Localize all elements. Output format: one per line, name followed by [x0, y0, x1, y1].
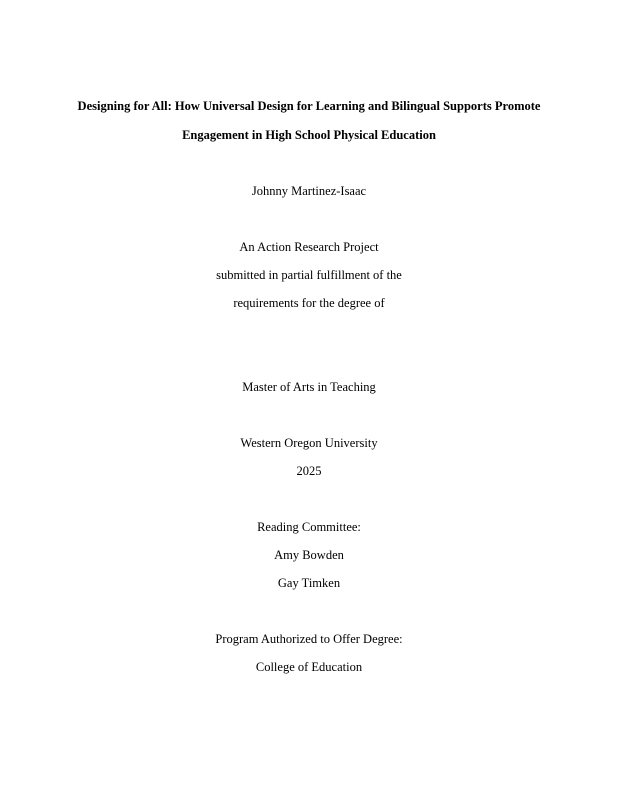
title-line-2: Engagement in High School Physical Education	[182, 128, 436, 142]
degree-name: Master of Arts in Teaching	[242, 380, 376, 394]
submission-line-3: requirements for the degree of	[233, 296, 385, 310]
program-heading: Program Authorized to Offer Degree:	[215, 632, 403, 646]
author-name: Johnny Martinez-Isaac	[251, 184, 367, 198]
committee-member: Gay Timken	[277, 576, 341, 590]
committee-heading: Reading Committee:	[257, 520, 361, 534]
submission-line-1: An Action Research Project	[239, 240, 379, 254]
institution-name: Western Oregon University	[240, 436, 378, 450]
year: 2025	[296, 464, 322, 478]
committee-member: Amy Bowden	[274, 548, 344, 562]
submission-line-2: submitted in partial fulfillment of the	[216, 268, 402, 282]
title-line-1: Designing for All: How Universal Design for Learning and Bilingual Supports Promote	[77, 99, 541, 113]
program-name: College of Education	[255, 660, 363, 674]
